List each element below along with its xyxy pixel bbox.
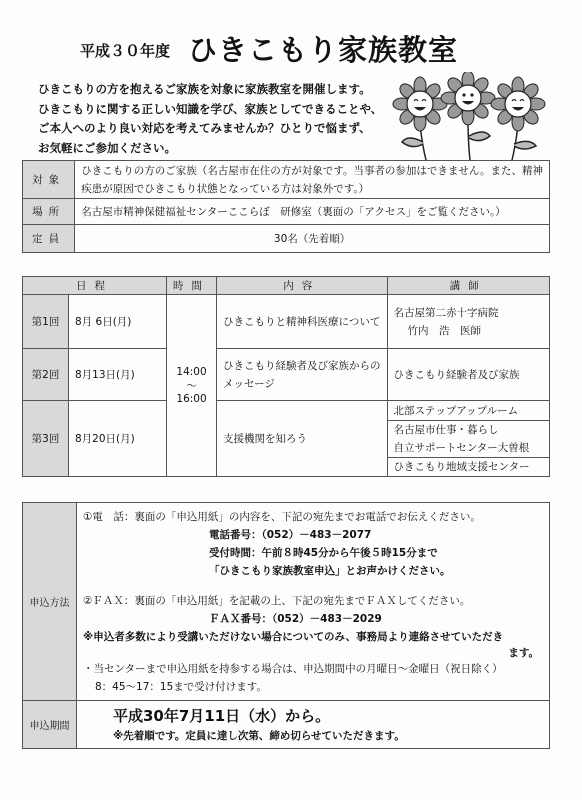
lecturer-line: 北部ステップアップルーム [388, 402, 549, 421]
session-lecturer [387, 401, 549, 477]
application-table [22, 502, 550, 749]
time-separator: 〜 [186, 380, 197, 392]
time-end: 16:00 [176, 393, 207, 405]
session-label: 第2回 [23, 349, 69, 401]
session-date: 8月13日(月) [69, 349, 167, 401]
capacity-value: 30名（先着順） [75, 225, 550, 253]
session-label: 第3回 [23, 401, 69, 477]
place-label: 場所 [23, 199, 75, 225]
session-label: 第1回 [23, 295, 69, 349]
session-date: 8月 6日(月) [69, 295, 167, 349]
phone-instruction: ①電 話：裏面の「申込用紙」の内容を、下記の宛先までお電話でお伝えください。 [83, 510, 481, 523]
target-line: 疾患が原因でひきこもり状態となっている方は対象外です。） [81, 182, 370, 195]
header-date: 日程 [23, 277, 167, 295]
session-content: ひきこもりと精神科医療について [217, 295, 388, 349]
smiling-flowers-illustration [390, 72, 550, 162]
bring-in-note: ・当センターまで申込用紙を持参する場合は、申込期間中の月曜日～金曜日（祝日除く） [83, 662, 503, 675]
time-start: 14:00 [176, 366, 207, 378]
intro-line: ひきこもりの方を抱えるご家族を対象に家族教室を開催します。 [38, 82, 371, 96]
place-value [75, 199, 550, 225]
bring-in-hours: 8：45～17：15まで受け付けます。 [95, 680, 267, 693]
method-details [77, 503, 550, 701]
period-note: ※先着順です。定員に達し次第、締め切らせていただきます。 [113, 729, 405, 742]
fax-instruction: ②ＦＡＸ：裏面の「申込用紙」を記載の上、下記の宛先までＦＡＸしてください。 [83, 594, 471, 607]
target-line: ひきこもりの方のご家族（名古屋市在住の方が対象です。当事者の参加はできません。また、精神 [81, 164, 543, 177]
capacity-label: 定員 [23, 225, 75, 253]
session-time [167, 295, 217, 477]
place-text: 名古屋市精神保健福祉センターここらぼ 研修室（裏面の「アクセス」をご覧ください。） [81, 205, 506, 218]
header-time: 時間 [167, 277, 217, 295]
lecturer-line: ひきこもり地域支援センター [393, 460, 530, 473]
contact-note-end: ます。 [508, 646, 539, 659]
session-content: 支援機関を知ろう [217, 401, 388, 477]
title-year: 平成３０年度 [80, 42, 171, 60]
period-details [77, 701, 550, 749]
phone-hours: 受付時間：午前８時45分から午後５時15分まで [209, 546, 438, 559]
lecturer-line: 名古屋市仕事・暮らし [393, 423, 499, 436]
session-content [217, 349, 388, 401]
header-content: 内容 [217, 277, 388, 295]
lecturer-line: 自立サポートセンター大曽根 [388, 439, 549, 458]
intro-line: ご本人へのより良い対応を考えてみませんか？ひとりで悩まず、 [38, 121, 371, 135]
period-value: 平成30年7月11日（水）から。 [113, 706, 331, 725]
header-lecturer: 講師 [387, 277, 549, 295]
info-table [22, 160, 550, 253]
lecturer-line: 名古屋第二赤十字病院 [393, 306, 499, 319]
content-line: メッセージ [223, 377, 275, 390]
fax-number: ＦＡＸ番号：（052）－483－2029 [209, 612, 382, 625]
target-label: 対象 [23, 161, 75, 199]
phone-number: 電話番号：（052）－483－2077 [209, 528, 372, 541]
session-date: 8月20日(月) [69, 401, 167, 477]
schedule-table [22, 276, 550, 477]
intro-text [38, 80, 398, 158]
target-value [75, 161, 550, 199]
lecturer-line: 竹内 浩 医師 [407, 324, 482, 337]
contact-note: ※申込者多数により受講いただけない場合についてのみ、事務局より連絡させていただき [83, 630, 504, 643]
method-label: 申込方法 [23, 503, 77, 701]
page-title: ひきこもり家族教室 [188, 33, 459, 67]
phone-callout: 「ひきこもり家族教室申込」とお声かけください。 [209, 564, 451, 577]
content-line: ひきこもり経験者及び家族からの [223, 359, 381, 372]
intro-line: ひきこもりに関する正しい知識を学び、家族としてできることや、 [38, 101, 383, 116]
period-label: 申込期間 [23, 701, 77, 749]
intro-line: お気軽にご参加ください。 [38, 140, 176, 155]
session-lecturer: ひきこもり経験者及び家族 [387, 349, 549, 401]
session-lecturer [387, 295, 549, 349]
